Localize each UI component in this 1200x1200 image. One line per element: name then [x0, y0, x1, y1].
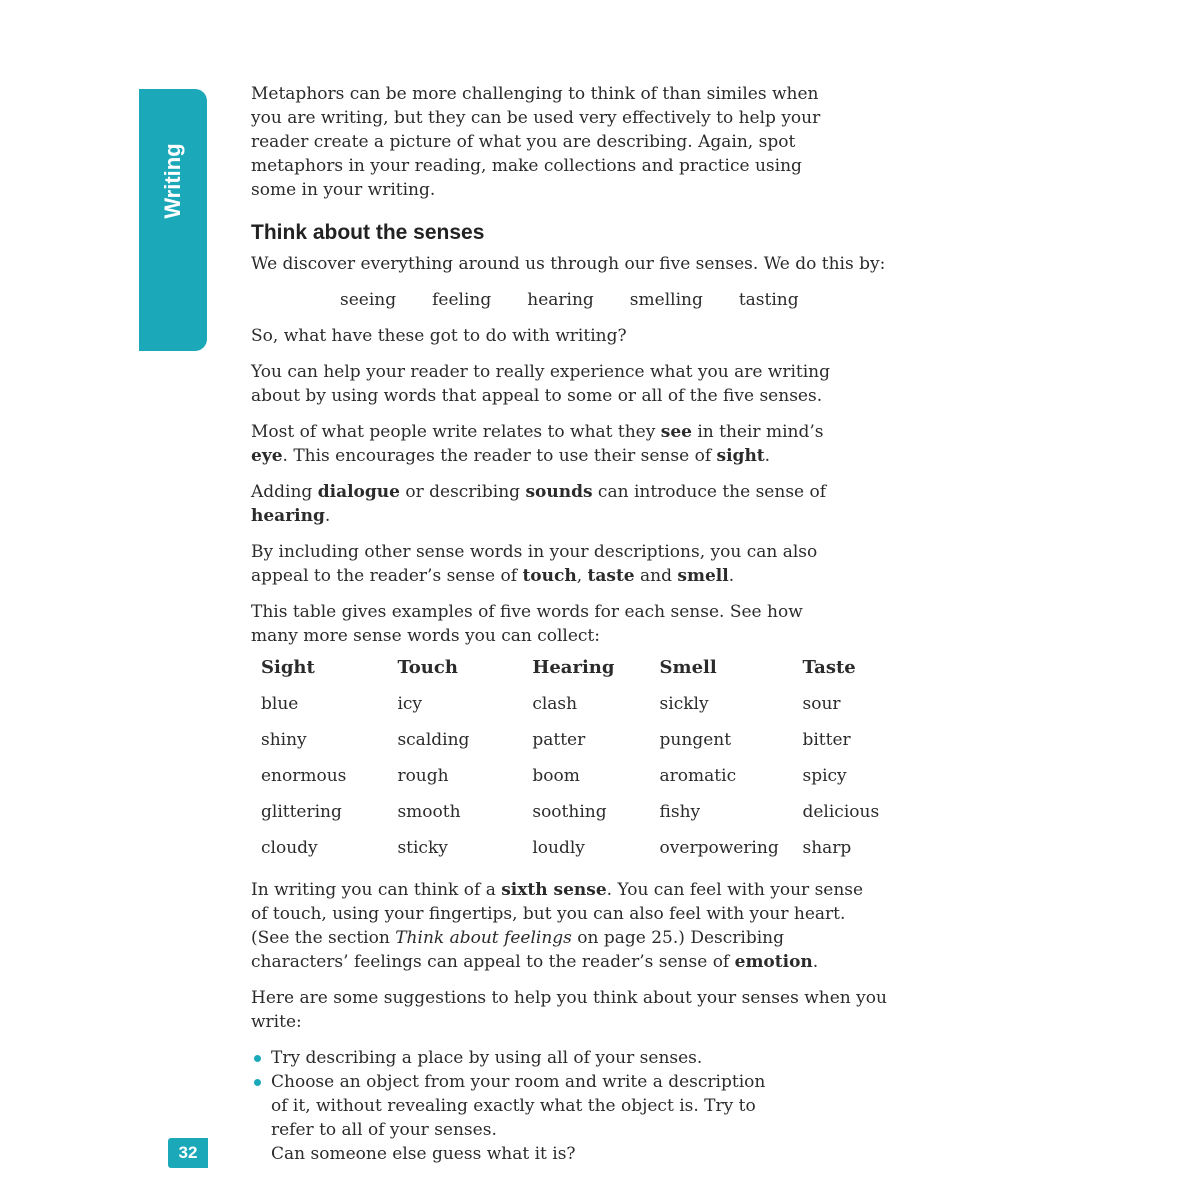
text-run: . — [324, 506, 331, 526]
table-cell: glittering — [261, 802, 342, 822]
table-cell: bitter — [802, 730, 851, 750]
table-cell: delicious — [802, 802, 880, 822]
text-run: . — [764, 446, 771, 466]
column-header: Smell — [659, 657, 717, 678]
text-run: or describing — [399, 482, 526, 502]
section-tab — [139, 89, 207, 351]
table-cell: blue — [261, 694, 299, 714]
sixth-sense-paragraph — [251, 878, 871, 974]
suggestions-list — [251, 1046, 891, 1166]
table-cell: soothing — [532, 802, 607, 822]
sense-item: smelling — [629, 290, 703, 310]
senses-intro-paragraph: We discover everything around us through our five senses. We do this by: — [251, 254, 886, 274]
table-header-row — [261, 656, 891, 692]
bullet-icon — [254, 1079, 261, 1086]
help-paragraph: You can help your reader to really experience what you are writing about by using words that appeal to some or all of the five senses. — [251, 362, 831, 406]
table-cell: clash — [532, 694, 578, 714]
table-cell: spicy — [802, 766, 847, 786]
text-run: , — [576, 566, 588, 586]
sense-item: seeing — [340, 290, 397, 310]
table-cell: sickly — [659, 694, 709, 714]
text-run: . You can feel with your sense of touch, using your fingertips, but you can also feel with your heart. (See the section — [251, 880, 864, 948]
table-cell: sticky — [397, 838, 448, 858]
section-heading: Think about the senses — [251, 221, 485, 244]
question-paragraph: So, what have these got to do with writing? — [251, 326, 627, 346]
hearing-paragraph — [251, 480, 891, 528]
text-run: can introduce the sense of — [592, 482, 827, 502]
list-item — [251, 1046, 891, 1070]
text-run: By including other sense words in your descriptions, you can also appeal to the reader’s sense of — [251, 542, 818, 586]
table-cell: sharp — [802, 838, 852, 858]
table-row — [261, 728, 891, 764]
table-row — [261, 836, 891, 872]
table-cell: boom — [532, 766, 580, 786]
bold-term: see — [660, 422, 692, 442]
italic-reference: Think about feelings — [395, 928, 572, 948]
table-cell: cloudy — [261, 838, 318, 858]
bold-term: touch — [522, 566, 577, 586]
table-row — [261, 764, 891, 800]
bold-term: dialogue — [317, 482, 400, 502]
table-cell: pungent — [659, 730, 732, 750]
senses-list — [340, 288, 891, 312]
table-cell: fishy — [659, 802, 701, 822]
page-body — [251, 82, 891, 1166]
sense-item: feeling — [432, 290, 492, 310]
bold-term: sixth sense — [501, 880, 607, 900]
table-row — [261, 692, 891, 728]
page-number: 32 — [168, 1138, 208, 1168]
sense-item: tasting — [738, 290, 799, 310]
table-cell: icy — [397, 694, 422, 714]
sense-item: hearing — [527, 290, 594, 310]
text-run: Most of what people write relates to what they — [251, 422, 661, 442]
table-cell: aromatic — [659, 766, 737, 786]
list-item-text: refer to all of your senses. — [271, 1120, 497, 1140]
text-run: . — [812, 952, 819, 972]
section-tab-label: Writing — [160, 143, 185, 219]
bold-term: emotion — [734, 952, 813, 972]
bold-term: eye — [251, 446, 283, 466]
sense-table-container — [251, 656, 891, 872]
table-cell: shiny — [261, 730, 307, 750]
bold-term: hearing — [251, 506, 325, 526]
intro-paragraph: Metaphors can be more challenging to think of than similes when you are writing, but they can be used very effectively to help your reader create a picture of what you are describing. Again, spot metaphors in your reading, make collections and practice using some in your writing. — [251, 84, 821, 200]
bold-term: sounds — [525, 482, 593, 502]
table-cell: loudly — [532, 838, 585, 858]
text-run: In writing you can think of a — [251, 880, 502, 900]
text-run: in their mind’s — [691, 422, 824, 442]
bullet-icon — [254, 1055, 261, 1062]
bold-term: taste — [587, 566, 635, 586]
list-item-text: of it, without revealing exactly what the object is. Try to — [271, 1096, 756, 1116]
text-run: and — [634, 566, 678, 586]
table-cell: sour — [802, 694, 841, 714]
table-cell: patter — [532, 730, 586, 750]
sight-paragraph — [251, 420, 851, 468]
list-item-text: Try describing a place by using all of your senses. — [271, 1048, 703, 1068]
list-item-text: Can someone else guess what it is? — [271, 1144, 576, 1164]
table-cell: smooth — [397, 802, 461, 822]
bold-term: smell — [677, 566, 729, 586]
column-header: Sight — [261, 657, 315, 678]
table-row — [261, 800, 891, 836]
list-item — [251, 1070, 891, 1166]
column-header: Hearing — [532, 657, 615, 678]
text-run: Adding — [251, 482, 318, 502]
table-cell: enormous — [261, 766, 347, 786]
column-header: Taste — [802, 657, 856, 678]
list-item-text: Choose an object from your room and write a description — [271, 1072, 766, 1092]
table-cell: scalding — [397, 730, 470, 750]
table-cell: rough — [397, 766, 449, 786]
text-run: . — [728, 566, 735, 586]
text-run: . This encourages the reader to use their sense of — [282, 446, 717, 466]
other-senses-paragraph — [251, 540, 851, 588]
bold-term: sight — [716, 446, 765, 466]
column-header: Touch — [397, 657, 458, 678]
suggestions-intro-paragraph: Here are some suggestions to help you think about your senses when you write: — [251, 988, 887, 1032]
text-run: on page 25.) Describing characters’ feelings can appeal to the reader’s sense of — [251, 928, 784, 972]
sense-words-table — [261, 656, 891, 872]
table-cell: overpowering — [659, 838, 779, 858]
table-intro-paragraph: This table gives examples of five words for each sense. See how many more sense words you can collect: — [251, 602, 803, 646]
